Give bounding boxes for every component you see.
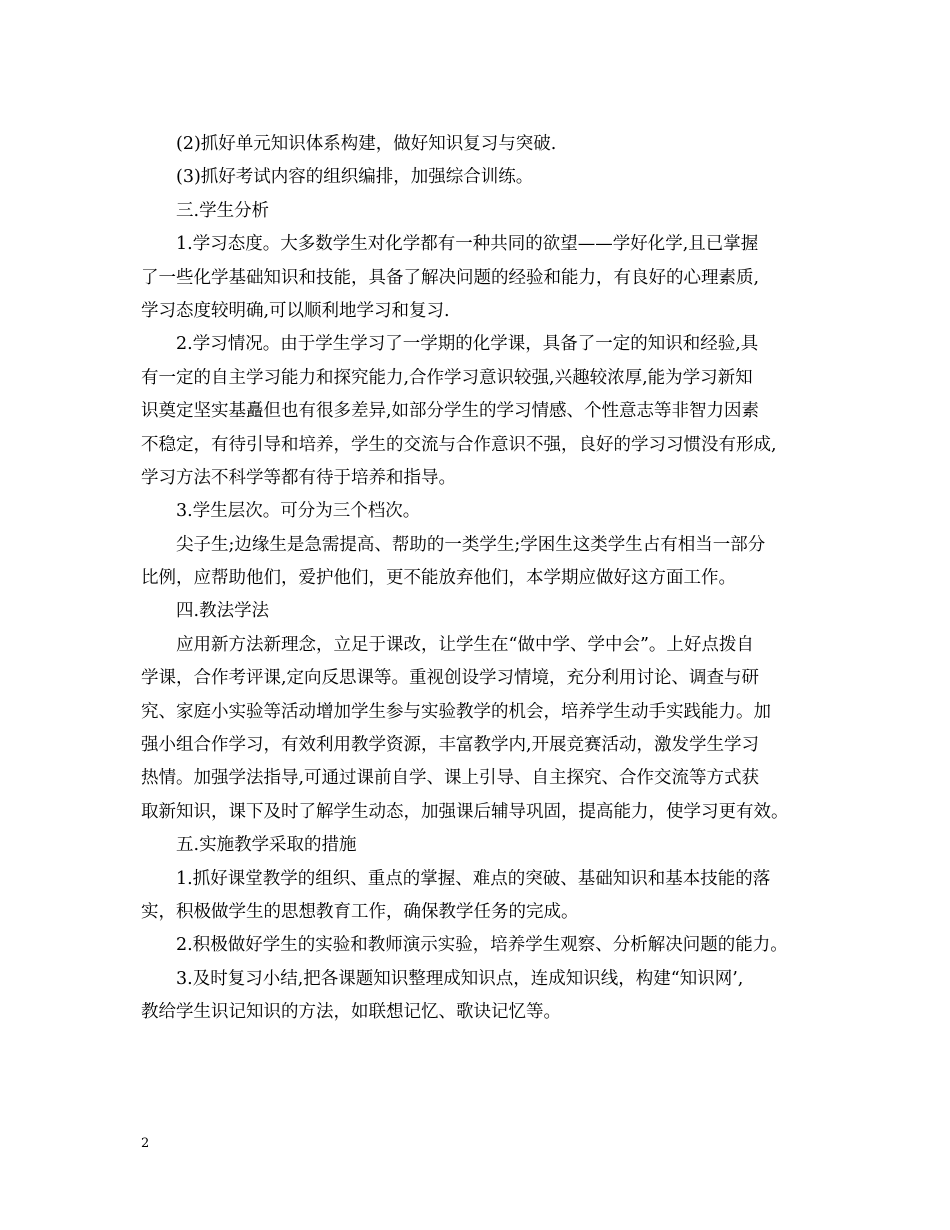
- text-line: 有一定的自主学习能力和探究能力,合作学习意识较强,兴趣较浓厚,能为学习新知: [141, 367, 753, 388]
- text-line: 究、家庭小实验等活动增加学生参与实验教学的机会，培养学生动手实践能力。加: [141, 701, 771, 722]
- text-line: 1.学习态度。大多数学生对化学都有一种共同的欲望——学好化学,且已掌握: [176, 234, 759, 255]
- text-line: 热情。加强学法指导,可通过课前自学、课上引导、自主探究、合作交流等方式获: [141, 768, 760, 789]
- text-line: 学习态度较明确,可以顺利地学习和复习.: [141, 300, 450, 321]
- text-line: (3)抓好考试内容的组织编排，加强综合训练。: [176, 167, 534, 188]
- text-line: 2.积极做好学生的实验和教师演示实验，培养学生观察、分析解决问题的能力。: [176, 935, 788, 956]
- text-line: 学习方法不科学等都有待于培养和指导。: [141, 467, 456, 488]
- text-line: (2)抓好单元知识体系构建，做好知识复习与突破.: [176, 134, 557, 154]
- text-line: 比例，应帮助他们，爱护他们，更不能放弃他们，本学期应做好这方面工作。: [141, 568, 736, 589]
- text-line: 2.学习情况。由于学生学习了一学期的化学课，具备了一定的知识和经验,具: [176, 334, 759, 355]
- text-line: 3.及时复习小结,把各课题知识整理成知识点，连成知识线，构建“知识网’,: [176, 968, 744, 989]
- text-line: 强小组合作学习，有效利用教学资源，丰富教学内,开展竞赛活动，激发学生学习: [141, 735, 760, 756]
- text-line: 取新知识，课下及时了解学生动态，加强课后辅导巩固，提高能力，使学习更有效。: [141, 801, 789, 822]
- text-line: 识奠定坚实基矗但也有很多差异,如部分学生的学习情感、个性意志等非智力因素: [141, 401, 760, 422]
- text-line: 三.学生分析: [176, 200, 270, 221]
- text-line: 了一些化学基础知识和技能，具备了解决问题的经验和能力，有良好的心理素质,: [141, 267, 760, 288]
- text-line: 学课，合作考评课,定向反思课等。重视创设学习情境，充分利用讨论、调查与研: [141, 668, 760, 689]
- text-line: 五.实施教学采取的措施: [176, 835, 357, 856]
- text-line: 3.学生层次。可分为三个档次。: [176, 501, 421, 522]
- document-body: [141, 128, 821, 1030]
- text-line: 教给学生识记知识的方法，如联想记忆、歌诀记忆等。: [141, 1002, 561, 1023]
- text-line: 四.教法学法: [176, 601, 270, 622]
- text-line: 1.抓好课堂教学的组织、重点的掌握、难点的突破、基础知识和基本技能的落: [176, 868, 771, 889]
- text-line: 不稳定，有待引导和培养，学生的交流与合作意识不强，良好的学习习惯没有形成,: [141, 434, 777, 455]
- text-line: 应用新方法新理念，立足于课改，让学生在“做中学、学中会”。上好点拨自: [176, 634, 754, 655]
- text-line: 实，积极做学生的思想教育工作，确保教学任务的完成。: [141, 901, 579, 922]
- text-line: 尖子生;边缘生是急需提高、帮助的一类学生;学困生这类学生占有相当一部分: [176, 534, 766, 555]
- page-number: 2: [141, 1136, 150, 1151]
